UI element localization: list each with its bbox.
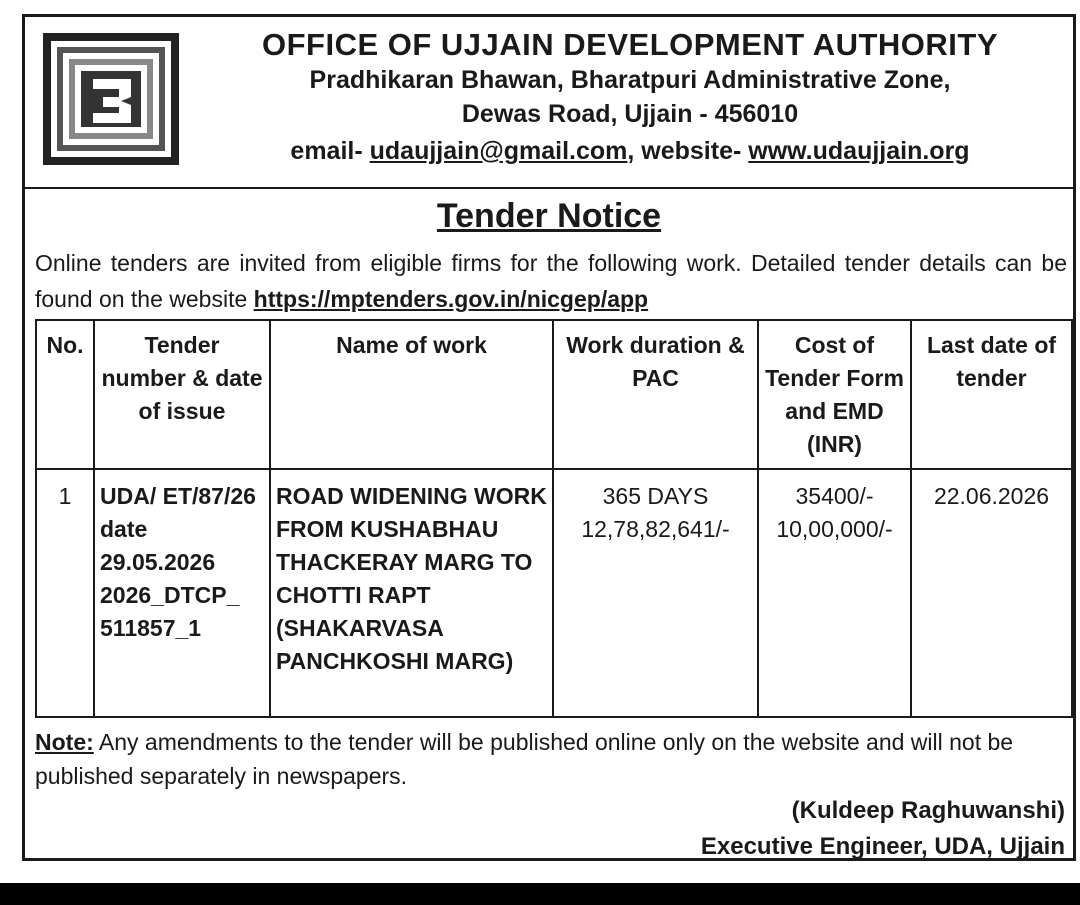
header-text [200, 27, 1060, 171]
email-prefix: email- [290, 137, 370, 165]
bottom-bar [0, 883, 1080, 905]
email-link[interactable]: udaujjain@gmail.com [369, 137, 628, 165]
cell-last-date: 22.06.2026 [911, 469, 1072, 717]
note-label: Note: [35, 729, 94, 755]
cell-cost [758, 469, 911, 717]
header-name-of-work: Name of work [270, 320, 553, 469]
cell-no: 1 [36, 469, 94, 717]
table-row [36, 469, 1072, 717]
table-header-row [36, 320, 1072, 469]
notice-title: Tender Notice [436, 197, 662, 235]
contact-line [200, 131, 1060, 171]
website-link[interactable]: www.udaujjain.org [748, 137, 970, 165]
emd-value: 10,00,000/- [776, 516, 893, 542]
header-tender-number: Tender number & date of issue [94, 320, 270, 469]
header-cost: Cost of Tender Form and EMD (INR) [758, 320, 911, 469]
tender-notice [22, 14, 1076, 861]
cell-tender-number: UDA/ ET/87/26 date 29.05.2026 2026_DTCP_ 511857_1 [94, 469, 270, 717]
organization-name: OFFICE OF UJJAIN DEVELOPMENT AUTHORITY [261, 27, 999, 62]
tender-fee-value: 35400/- [795, 483, 874, 509]
note-text: Any amendments to the tender will be published online only on the website and will not be published separately in newspapers. [35, 729, 1014, 789]
header-work-duration: Work duration & PAC [553, 320, 758, 469]
header-last-date: Last date of tender [911, 320, 1072, 469]
signatory-name: (Kuldeep Raghuwanshi) [791, 797, 1065, 824]
intro-paragraph [35, 245, 1067, 317]
tender-table [35, 319, 1073, 718]
signatory-designation: Executive Engineer, UDA, Ujjain [700, 833, 1065, 860]
cell-work-duration [553, 469, 758, 717]
uda-logo-icon [41, 31, 181, 167]
signature-block [701, 793, 1065, 865]
cell-name-of-work: ROAD WIDENING WORK FROM KUSHABHAU THACKERAY MARG TO CHOTTI RAPT (SHAKARVASA PANCHKOSHI MARG) [270, 469, 553, 717]
address-line-2: Dewas Road, Ujjain - 456010 [461, 100, 799, 128]
tender-portal-link[interactable]: https://mptenders.gov.in/nicgep/app [253, 286, 649, 312]
note-paragraph [35, 725, 1067, 793]
duration-value: 365 DAYS [602, 483, 709, 509]
header-no: No. [36, 320, 94, 469]
website-prefix: , website- [627, 137, 749, 165]
header [25, 17, 1073, 189]
intro-text: Online tenders are invited from eligible firms for the following work. Detailed tender details can be found on the website [35, 250, 1067, 312]
address-line-1: Pradhikaran Bhawan, Bharatpuri Administrative Zone, [309, 66, 951, 94]
pac-value: 12,78,82,641/- [581, 516, 730, 542]
